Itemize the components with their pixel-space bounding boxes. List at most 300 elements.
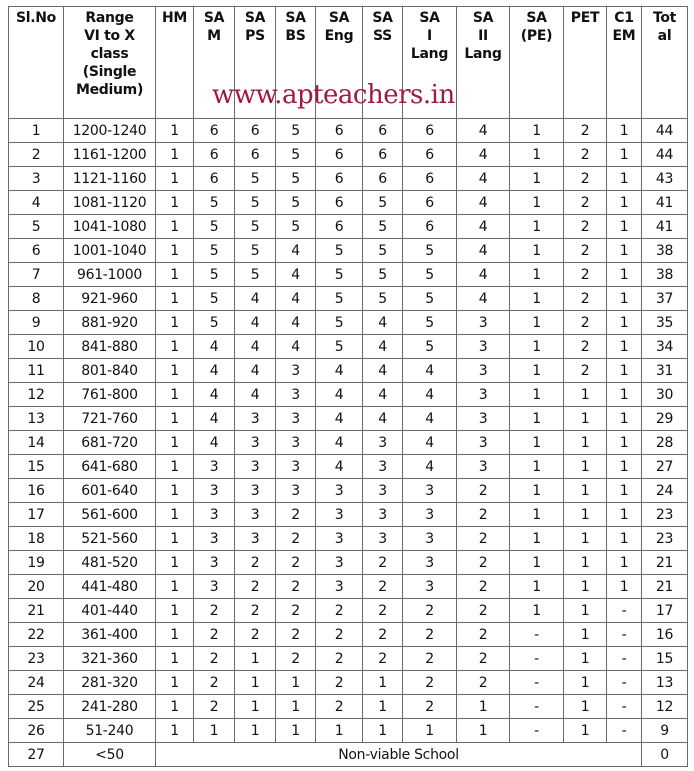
table-cell: 3 — [235, 479, 276, 503]
table-cell: 3 — [194, 551, 235, 575]
table-cell: 3 — [235, 431, 276, 455]
table-cell: 1 — [607, 407, 642, 431]
table-cell: 5 — [363, 191, 403, 215]
table-cell: 1 — [510, 431, 564, 455]
table-cell: 5 — [194, 287, 235, 311]
table-cell: 5 — [276, 143, 316, 167]
table-cell: 2 — [316, 647, 363, 671]
table-cell: 2 — [564, 311, 607, 335]
table-cell: 1 — [510, 455, 564, 479]
table-cell: 2 — [564, 167, 607, 191]
table-cell: 1 — [510, 575, 564, 599]
table-cell: 1 — [235, 719, 276, 743]
table-row — [9, 599, 688, 623]
column-header: Range VI to X class (Single Medium) — [64, 7, 156, 119]
table-cell: 1 — [235, 647, 276, 671]
table-cell: 3 — [235, 407, 276, 431]
table-cell: 38 — [642, 239, 688, 263]
table-cell: 2 — [457, 527, 510, 551]
table-cell: 6 — [316, 191, 363, 215]
table-cell: 4 — [363, 407, 403, 431]
table-cell: 6 — [194, 119, 235, 143]
table-cell: - — [510, 647, 564, 671]
table-cell: 4 — [194, 359, 235, 383]
table-cell: 38 — [642, 263, 688, 287]
table-cell: 2 — [235, 599, 276, 623]
table-cell: 1 — [276, 719, 316, 743]
table-cell: 1 — [607, 383, 642, 407]
table-row — [9, 215, 688, 239]
table-cell: 5 — [363, 287, 403, 311]
table-cell: 4 — [194, 383, 235, 407]
table-cell: 2 — [276, 599, 316, 623]
table-cell: 3 — [316, 479, 363, 503]
table-cell: 1 — [510, 143, 564, 167]
table-row — [9, 671, 688, 695]
table-cell: 4 — [235, 359, 276, 383]
table-cell: 1 — [156, 719, 194, 743]
table-cell: 2 — [316, 623, 363, 647]
table-cell: 12 — [9, 383, 64, 407]
table-cell: 15 — [642, 647, 688, 671]
table-cell: 1200-1240 — [64, 119, 156, 143]
table-cell: 321-360 — [64, 647, 156, 671]
table-cell: 2 — [235, 575, 276, 599]
table-row — [9, 191, 688, 215]
table-cell: 5 — [363, 239, 403, 263]
table-cell: 2 — [564, 191, 607, 215]
table-cell: 1 — [510, 599, 564, 623]
table-cell: 4 — [457, 263, 510, 287]
table-cell: 841-880 — [64, 335, 156, 359]
table-cell: 4 — [235, 383, 276, 407]
table-cell: 4 — [276, 311, 316, 335]
non-viable-note: Non-viable School — [156, 743, 642, 767]
table-cell: 17 — [642, 599, 688, 623]
table-cell: 3 — [276, 359, 316, 383]
table-cell: 3 — [457, 311, 510, 335]
table-cell: 2 — [457, 551, 510, 575]
table-cell: 1 — [510, 551, 564, 575]
table-cell: 3 — [457, 431, 510, 455]
table-cell: 1 — [403, 719, 457, 743]
table-cell: 3 — [403, 503, 457, 527]
table-cell: 2 — [316, 695, 363, 719]
table-cell: - — [510, 719, 564, 743]
table-cell: 5 — [316, 263, 363, 287]
table-row — [9, 239, 688, 263]
table-cell: 1 — [156, 335, 194, 359]
table-row-non-viable — [9, 743, 688, 767]
column-header: C1 EM — [607, 7, 642, 119]
table-cell: 10 — [9, 335, 64, 359]
table-cell: 4 — [457, 239, 510, 263]
table-cell: 2 — [363, 599, 403, 623]
staff-pattern-table — [8, 6, 688, 767]
table-cell: 4 — [363, 383, 403, 407]
table-cell: 2 — [276, 527, 316, 551]
table-row — [9, 143, 688, 167]
table-cell: 1001-1040 — [64, 239, 156, 263]
table-cell: 2 — [276, 503, 316, 527]
table-cell: 1 — [316, 719, 363, 743]
table-cell: 4 — [403, 407, 457, 431]
table-cell: 521-560 — [64, 527, 156, 551]
table-cell: 1 — [564, 647, 607, 671]
table-cell: 1 — [607, 455, 642, 479]
table-cell: 921-960 — [64, 287, 156, 311]
table-cell: 1 — [156, 215, 194, 239]
header-row — [9, 7, 688, 119]
table-cell: 2 — [564, 215, 607, 239]
table-cell: - — [607, 623, 642, 647]
table-cell: 3 — [316, 527, 363, 551]
column-header: PET — [564, 7, 607, 119]
table-cell: 3 — [276, 431, 316, 455]
table-cell: 1041-1080 — [64, 215, 156, 239]
table-cell: 14 — [9, 431, 64, 455]
table-cell: 1 — [156, 191, 194, 215]
table-cell: 1 — [235, 695, 276, 719]
table-cell: 1 — [156, 455, 194, 479]
table-cell: 4 — [363, 311, 403, 335]
table-cell: 1 — [564, 527, 607, 551]
table-cell: 6 — [316, 119, 363, 143]
table-cell: 3 — [316, 503, 363, 527]
table-cell: - — [510, 671, 564, 695]
table-row — [9, 527, 688, 551]
table-cell: 13 — [9, 407, 64, 431]
table-cell: 23 — [9, 647, 64, 671]
table-cell: 1 — [510, 479, 564, 503]
table-cell: 3 — [363, 527, 403, 551]
table-row — [9, 647, 688, 671]
table-cell: 31 — [642, 359, 688, 383]
table-cell: 44 — [642, 119, 688, 143]
table-cell: 1 — [156, 479, 194, 503]
table-cell: 761-800 — [64, 383, 156, 407]
table-cell: 4 — [276, 287, 316, 311]
table-cell: 1 — [156, 143, 194, 167]
table-row — [9, 167, 688, 191]
table-cell: 1 — [607, 119, 642, 143]
table-cell: 4 — [457, 191, 510, 215]
table-cell: 1 — [156, 671, 194, 695]
table-cell: 16 — [9, 479, 64, 503]
table-cell: 4 — [276, 263, 316, 287]
table-cell: 2 — [564, 263, 607, 287]
table-cell: 3 — [235, 527, 276, 551]
table-cell: 27 — [642, 455, 688, 479]
table-cell: 2 — [403, 671, 457, 695]
table-cell: 2 — [194, 599, 235, 623]
column-header: SA I Lang — [403, 7, 457, 119]
table-cell: 1 — [156, 239, 194, 263]
table-cell: 4 — [457, 215, 510, 239]
table-cell: 4 — [363, 335, 403, 359]
table-row — [9, 503, 688, 527]
table-cell: 1 — [510, 335, 564, 359]
table-cell: 6 — [403, 143, 457, 167]
table-cell: 4 — [194, 335, 235, 359]
table-cell: 2 — [564, 287, 607, 311]
table-cell: 1 — [156, 551, 194, 575]
table-cell: 3 — [194, 527, 235, 551]
column-header: SA PS — [235, 7, 276, 119]
table-cell: 2 — [457, 575, 510, 599]
table-row — [9, 263, 688, 287]
table-row — [9, 383, 688, 407]
table-cell: 1 — [156, 119, 194, 143]
table-cell: 1 — [510, 215, 564, 239]
table-cell: 1 — [510, 407, 564, 431]
table-cell: 8 — [9, 287, 64, 311]
table-cell: - — [607, 671, 642, 695]
table-cell: - — [607, 599, 642, 623]
table-cell: 43 — [642, 167, 688, 191]
table-row — [9, 311, 688, 335]
table-cell: 3 — [363, 479, 403, 503]
table-cell: 1 — [510, 167, 564, 191]
table-cell: 3 — [457, 407, 510, 431]
table-cell: 1 — [510, 359, 564, 383]
table-row — [9, 407, 688, 431]
table-cell: 5 — [403, 239, 457, 263]
table-cell: 19 — [9, 551, 64, 575]
table-cell: 1 — [510, 239, 564, 263]
table-cell: 1 — [156, 167, 194, 191]
table-cell: 2 — [194, 695, 235, 719]
table-cell: 241-280 — [64, 695, 156, 719]
table-cell: 1 — [607, 143, 642, 167]
table-cell: 481-520 — [64, 551, 156, 575]
table-cell: 2 — [564, 359, 607, 383]
table-cell: 1 — [510, 263, 564, 287]
table-cell: 2 — [457, 647, 510, 671]
table-cell: 1 — [564, 479, 607, 503]
table-cell: 6 — [363, 143, 403, 167]
column-header: SA II Lang — [457, 7, 510, 119]
table-cell: 28 — [642, 431, 688, 455]
table-cell: 5 — [276, 167, 316, 191]
table-cell: 4 — [403, 383, 457, 407]
table-cell: 1 — [235, 671, 276, 695]
column-header: SA BS — [276, 7, 316, 119]
table-cell: 5 — [235, 239, 276, 263]
table-cell: 13 — [642, 671, 688, 695]
table-cell: 1 — [510, 503, 564, 527]
table-cell: 18 — [9, 527, 64, 551]
table-cell: 1 — [564, 383, 607, 407]
table-cell: 1 — [9, 119, 64, 143]
table-cell: 1 — [156, 575, 194, 599]
table-cell: 4 — [403, 455, 457, 479]
table-cell: 2 — [316, 599, 363, 623]
table-cell: 2 — [403, 623, 457, 647]
table-cell: 2 — [564, 335, 607, 359]
table-cell: 6 — [403, 191, 457, 215]
table-cell: 4 — [276, 239, 316, 263]
table-cell: 3 — [363, 503, 403, 527]
table-cell: 2 — [457, 503, 510, 527]
table-cell: 17 — [9, 503, 64, 527]
table-cell: 41 — [642, 215, 688, 239]
table-cell: 5 — [403, 335, 457, 359]
table-cell: 5 — [316, 335, 363, 359]
table-cell: 3 — [403, 575, 457, 599]
table-cell: 2 — [363, 575, 403, 599]
table-cell: 5 — [194, 215, 235, 239]
table-cell: 1 — [156, 263, 194, 287]
table-cell: 4 — [235, 287, 276, 311]
table-cell: 1 — [564, 431, 607, 455]
table-cell: 5 — [403, 263, 457, 287]
table-cell: 2 — [363, 647, 403, 671]
table-cell: 2 — [316, 671, 363, 695]
table-cell: 2 — [403, 599, 457, 623]
table-cell: 2 — [403, 647, 457, 671]
table-cell: 4 — [316, 383, 363, 407]
table-cell: 6 — [316, 215, 363, 239]
table-cell: 1 — [607, 503, 642, 527]
table-cell: 1 — [607, 551, 642, 575]
table-cell: 3 — [403, 479, 457, 503]
table-cell: 21 — [642, 551, 688, 575]
table-cell: 24 — [9, 671, 64, 695]
table-cell: 5 — [194, 263, 235, 287]
table-cell: 37 — [642, 287, 688, 311]
table-cell: 401-440 — [64, 599, 156, 623]
table-cell: 4 — [403, 359, 457, 383]
table-cell: 2 — [564, 143, 607, 167]
table-cell: 6 — [403, 119, 457, 143]
table-cell: 5 — [235, 167, 276, 191]
table-cell: 4 — [9, 191, 64, 215]
table-cell: 2 — [194, 647, 235, 671]
table-cell: 361-400 — [64, 623, 156, 647]
table-cell: 6 — [9, 239, 64, 263]
table-cell: 1 — [564, 551, 607, 575]
table-cell: 1 — [607, 263, 642, 287]
table-cell: - — [607, 719, 642, 743]
table-cell: 4 — [235, 311, 276, 335]
table-cell: 3 — [194, 455, 235, 479]
table-row — [9, 623, 688, 647]
table-cell: 11 — [9, 359, 64, 383]
table-cell: 4 — [316, 455, 363, 479]
table-cell: 1 — [156, 407, 194, 431]
table-row — [9, 575, 688, 599]
table-cell: 3 — [316, 575, 363, 599]
table-cell: 1 — [607, 431, 642, 455]
table-cell: 1 — [156, 695, 194, 719]
table-cell: 1 — [607, 215, 642, 239]
column-header: Tot al — [642, 7, 688, 119]
table-row — [9, 719, 688, 743]
table-cell: 6 — [194, 143, 235, 167]
table-row — [9, 455, 688, 479]
table-cell: 1 — [607, 167, 642, 191]
table-cell: 1 — [564, 719, 607, 743]
table-cell: 1 — [564, 671, 607, 695]
table-cell: 5 — [276, 215, 316, 239]
table-cell: 641-680 — [64, 455, 156, 479]
table-cell: 1 — [510, 311, 564, 335]
table-cell: 6 — [316, 167, 363, 191]
table-cell: 4 — [194, 407, 235, 431]
table-cell: 5 — [9, 215, 64, 239]
cell-range: <50 — [64, 743, 156, 767]
table-cell: 4 — [316, 407, 363, 431]
table-cell: 1161-1200 — [64, 143, 156, 167]
table-cell: 12 — [642, 695, 688, 719]
table-cell: 4 — [457, 143, 510, 167]
table-cell: 5 — [363, 263, 403, 287]
table-cell: 23 — [642, 527, 688, 551]
table-cell: 441-480 — [64, 575, 156, 599]
table-cell: 4 — [457, 287, 510, 311]
table-cell: 4 — [457, 119, 510, 143]
table-cell: - — [510, 695, 564, 719]
table-cell: 1 — [607, 527, 642, 551]
table-cell: 22 — [9, 623, 64, 647]
table-cell: 3 — [457, 335, 510, 359]
table-cell: 29 — [642, 407, 688, 431]
table-cell: 3 — [276, 383, 316, 407]
table-cell: 2 — [276, 647, 316, 671]
table-cell: 1 — [564, 407, 607, 431]
table-cell: 1 — [156, 311, 194, 335]
table-cell: 2 — [276, 623, 316, 647]
table-cell: 3 — [276, 479, 316, 503]
table-cell: 1 — [607, 359, 642, 383]
table-cell: 1 — [564, 455, 607, 479]
table-cell: 801-840 — [64, 359, 156, 383]
table-cell: 23 — [642, 503, 688, 527]
table-cell: 1121-1160 — [64, 167, 156, 191]
cell-total: 0 — [642, 743, 688, 767]
table-cell: 25 — [9, 695, 64, 719]
table-cell: 34 — [642, 335, 688, 359]
table-cell: 1 — [607, 239, 642, 263]
table-cell: 1 — [607, 479, 642, 503]
table-cell: 3 — [194, 575, 235, 599]
table-cell: 6 — [363, 119, 403, 143]
table-cell: 4 — [316, 359, 363, 383]
table-cell: 5 — [235, 215, 276, 239]
table-cell: 3 — [235, 455, 276, 479]
table-cell: 961-1000 — [64, 263, 156, 287]
table-cell: 7 — [9, 263, 64, 287]
table-cell: 2 — [276, 575, 316, 599]
table-cell: 1 — [564, 599, 607, 623]
table-cell: 281-320 — [64, 671, 156, 695]
column-header: SA SS — [363, 7, 403, 119]
table-cell: 1 — [457, 719, 510, 743]
table-cell: 1 — [457, 695, 510, 719]
table-cell: 6 — [235, 119, 276, 143]
table-cell: 2 — [457, 479, 510, 503]
table-cell: 5 — [403, 287, 457, 311]
table-cell: - — [607, 695, 642, 719]
table-cell: 1 — [363, 695, 403, 719]
table-cell: 4 — [403, 431, 457, 455]
table-cell: 4 — [276, 335, 316, 359]
table-cell: 1 — [510, 527, 564, 551]
table-cell: 881-920 — [64, 311, 156, 335]
cell-sl: 27 — [9, 743, 64, 767]
table-row — [9, 479, 688, 503]
